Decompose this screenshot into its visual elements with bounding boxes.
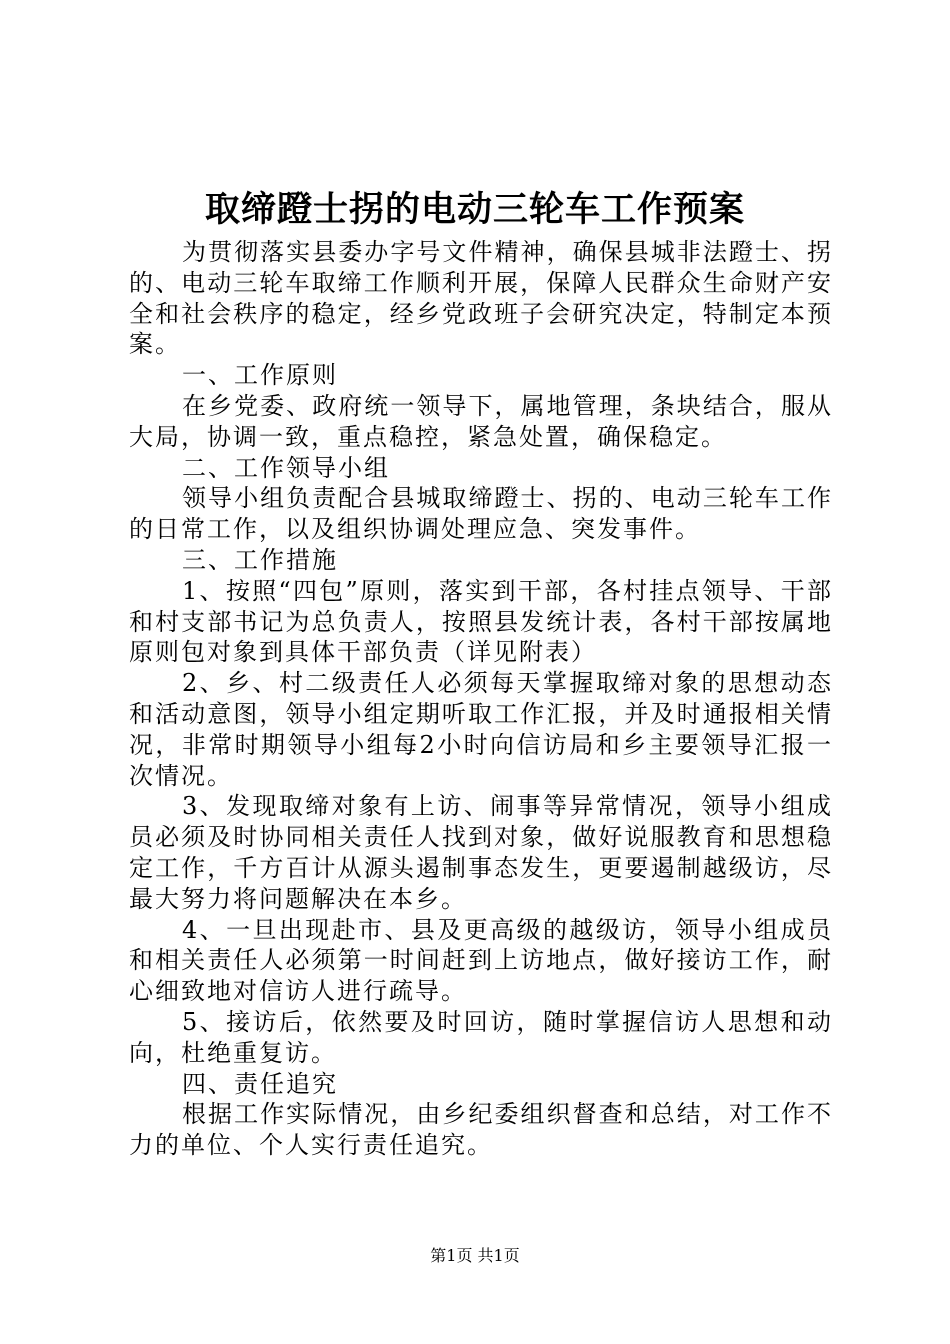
list-item: 2、乡、村二级责任人必须每天掌握取缔对象的思想动态和活动意图，领导小组定期听取工作汇报，并及时通报相关情况，非常时期领导小组每2小时向信访局和乡主要领导汇报一次情况。 bbox=[129, 669, 833, 790]
paragraph: 在乡党委、政府统一领导下，属地管理，条块结合，服从大局，协调一致，重点稳控，紧急处置，确保稳定。 bbox=[129, 391, 833, 451]
intro-paragraph: 为贯彻落实县委办字号文件精神，确保县城非法蹬士、拐的、电动三轮车取缔工作顺利开展，保障人民群众生命财产安全和社会秩序的稳定，经乡党政班子会研究决定，特制定本预案。 bbox=[129, 238, 833, 359]
section-heading: 二、工作领导小组 bbox=[182, 453, 390, 482]
paragraph: 根据工作实际情况，由乡纪委组织督查和总结，对工作不力的单位、个人实行责任追究。 bbox=[129, 1100, 833, 1160]
list-item: 1、按照“四包”原则，落实到干部，各村挂点领导、干部和村支部书记为总负责人，按照县发统计表，各村干部按属地原则包对象到具体干部负责（详见附表） bbox=[129, 576, 833, 667]
document-title: 取缔蹬士拐的电动三轮车工作预案 bbox=[204, 189, 745, 230]
page-number: 第1页 共1页 bbox=[430, 1246, 520, 1265]
section-heading: 四、责任追究 bbox=[182, 1069, 338, 1098]
paragraph: 领导小组负责配合县城取缔蹬士、拐的、电动三轮车工作的日常工作，以及组织协调处理应急、突发事件。 bbox=[129, 484, 833, 544]
list-item: 4、一旦出现赴市、县及更高级的越级访，领导小组成员和相关责任人必须第一时间赶到上访地点，做好接访工作，耐心细致地对信访人进行疏导。 bbox=[129, 915, 833, 1006]
document-body bbox=[129, 237, 833, 1161]
section-heading: 三、工作措施 bbox=[182, 545, 338, 574]
list-item: 5、接访后，依然要及时回访，随时掌握信访人思想和动向，杜绝重复访。 bbox=[129, 1007, 833, 1067]
list-item: 3、发现取缔对象有上访、闹事等异常情况，领导小组成员必须及时协同相关责任人找到对象，做好说服教育和思想稳定工作，千方百计从源头遏制事态发生，更要遏制越级访，尽最大努力将问题解决在本乡。 bbox=[129, 792, 833, 913]
section-heading: 一、工作原则 bbox=[182, 361, 338, 390]
